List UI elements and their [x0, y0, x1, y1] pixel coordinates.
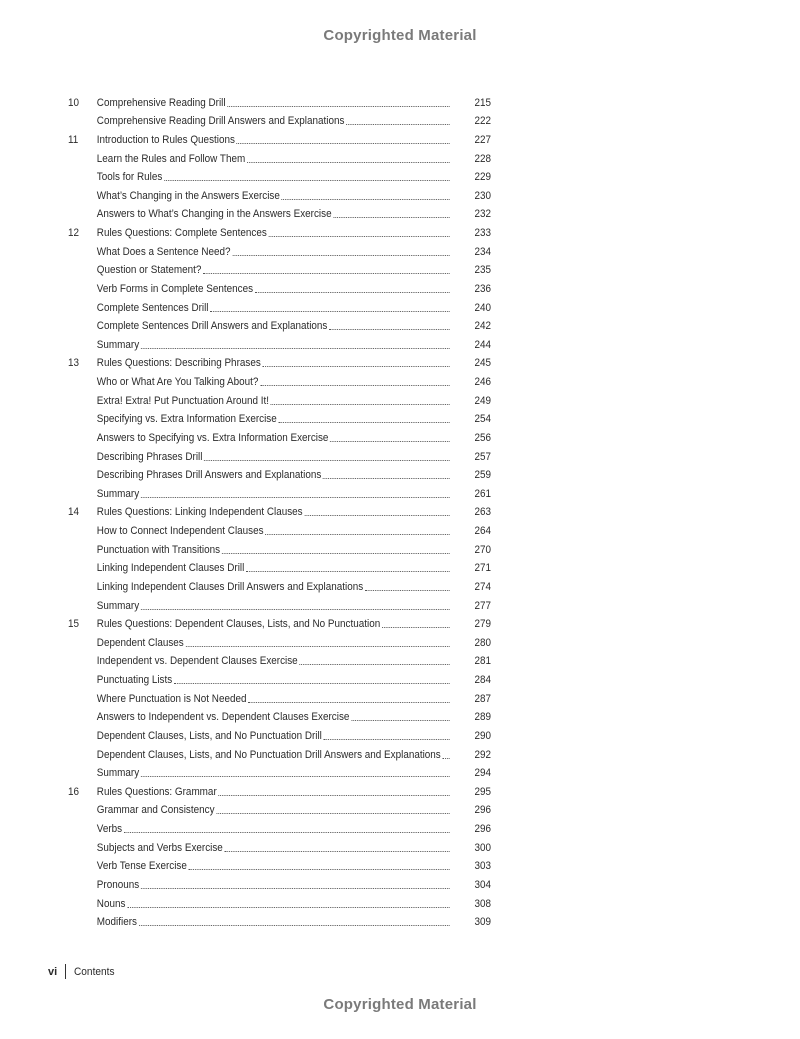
- dot-leader: [141, 497, 450, 498]
- entry-title: Summary: [96, 338, 140, 351]
- toc-entry: [68, 147, 491, 166]
- page-number: 304: [474, 878, 491, 891]
- toc-entry: [68, 650, 491, 669]
- dot-leader: [141, 888, 450, 889]
- dot-leader: [365, 590, 450, 591]
- dot-leader: [324, 739, 450, 740]
- page-number: 228: [474, 152, 491, 165]
- entry-title: Subjects and Verbs Exercise: [96, 841, 223, 854]
- chapter-number: 14: [68, 506, 80, 519]
- chapter-number: 15: [68, 618, 80, 631]
- page-number: 230: [474, 189, 491, 202]
- toc-entry: [68, 799, 491, 818]
- toc-entry: [68, 128, 491, 147]
- entry-title: Verb Tense Exercise: [96, 860, 187, 873]
- toc-entry: [68, 184, 491, 203]
- entry-title: Summary: [96, 487, 140, 500]
- entry-title: Specifying vs. Extra Information Exercise: [96, 413, 277, 426]
- dot-leader: [237, 143, 450, 144]
- toc-entry: [68, 892, 491, 911]
- page-number: 274: [474, 580, 491, 593]
- dot-leader: [443, 758, 450, 759]
- toc-entry: [68, 575, 491, 594]
- dot-leader: [222, 553, 450, 554]
- page-number: 245: [474, 357, 491, 370]
- dot-leader: [263, 366, 450, 367]
- entry-title: Verb Forms in Complete Sentences: [96, 282, 254, 295]
- page-number: 308: [474, 897, 491, 910]
- dot-leader: [232, 255, 449, 256]
- dot-leader: [124, 832, 450, 833]
- dot-leader: [219, 795, 450, 796]
- copyright-watermark-bottom: Copyrighted Material: [323, 996, 477, 1013]
- toc-entry: [68, 706, 491, 725]
- dot-leader: [127, 907, 449, 908]
- entry-title: Introduction to Rules Questions: [96, 133, 235, 146]
- toc-entry: [68, 277, 491, 296]
- page-number: 263: [474, 506, 491, 519]
- entry-title: Grammar and Consistency: [96, 804, 215, 817]
- page-number: 271: [474, 562, 491, 575]
- dot-leader: [282, 199, 450, 200]
- dot-leader: [329, 329, 449, 330]
- dot-leader: [260, 385, 449, 386]
- entry-title: Answers to Independent vs. Dependent Clauses Exercise: [96, 711, 350, 724]
- dot-leader: [333, 217, 449, 218]
- entry-title: Answers to What’s Changing in the Answers Exercise: [96, 208, 332, 221]
- page-number: 300: [474, 841, 491, 854]
- dot-leader: [164, 180, 450, 181]
- page-number: 303: [474, 860, 491, 873]
- footer-divider: [65, 964, 66, 979]
- toc-entry: [68, 464, 491, 483]
- dot-leader: [139, 925, 450, 926]
- dot-leader: [203, 273, 449, 274]
- page-number: 295: [474, 785, 491, 798]
- entry-title: Linking Independent Clauses Drill Answers and Explanations: [96, 580, 364, 593]
- entry-title: Rules Questions: Complete Sentences: [96, 227, 267, 239]
- dot-leader: [346, 124, 449, 125]
- page-number: 259: [474, 469, 491, 482]
- entry-title: Comprehensive Reading Drill Answers and Explanations: [96, 115, 345, 128]
- dot-leader: [255, 292, 450, 293]
- entry-title: Extra! Extra! Put Punctuation Around It!: [96, 394, 270, 407]
- page-number: 277: [474, 599, 491, 612]
- dot-leader: [271, 404, 450, 405]
- dot-leader: [304, 515, 449, 516]
- entry-title: Rules Questions: Linking Independent Clauses: [96, 506, 303, 519]
- entry-title: Who or What Are You Talking About?: [96, 376, 259, 388]
- chapter-number: 12: [68, 227, 80, 239]
- dot-leader: [225, 851, 450, 852]
- toc-entry: [68, 389, 491, 408]
- toc-entry: [68, 445, 491, 464]
- toc-entry: [68, 873, 491, 892]
- entry-title: Complete Sentences Drill Answers and Explanations: [96, 320, 328, 333]
- toc-entry: [68, 687, 491, 706]
- toc-entry: [68, 91, 491, 110]
- dot-leader: [330, 441, 449, 442]
- page-footer: [48, 964, 118, 979]
- entry-title: Pronouns: [96, 878, 140, 891]
- entry-title: Comprehensive Reading Drill: [96, 96, 226, 109]
- running-head: Contents: [74, 965, 115, 978]
- toc-entry: [68, 724, 491, 743]
- dot-leader: [141, 348, 450, 349]
- page-number: 235: [474, 264, 491, 277]
- entry-title: Where Punctuation is Not Needed: [96, 692, 247, 705]
- entry-title: What Does a Sentence Need?: [96, 245, 231, 258]
- chapter-number: 13: [68, 357, 80, 370]
- toc-entry: [68, 557, 491, 576]
- dot-leader: [141, 776, 450, 777]
- page-number: 284: [474, 674, 491, 686]
- toc-entry: [68, 631, 491, 650]
- entry-title: Question or Statement?: [96, 264, 202, 277]
- entry-title: Summary: [96, 767, 140, 780]
- dot-leader: [323, 478, 449, 479]
- dot-leader: [382, 627, 450, 628]
- dot-leader: [141, 609, 450, 610]
- page-number: 242: [474, 320, 491, 333]
- toc-entry: [68, 911, 491, 930]
- page-number: 281: [474, 655, 491, 668]
- entry-title: Verbs: [96, 823, 123, 835]
- table-of-contents: [68, 91, 498, 929]
- entry-title: Describing Phrases Drill: [96, 450, 203, 463]
- toc-entry: [68, 408, 491, 427]
- page-number: 257: [474, 450, 491, 463]
- toc-entry: [68, 817, 491, 836]
- page-number: 292: [474, 748, 491, 761]
- chapter-number: 10: [68, 96, 80, 109]
- toc-entry: [68, 166, 491, 185]
- copyright-watermark-top: Copyrighted Material: [323, 27, 477, 44]
- entry-title: Rules Questions: Describing Phrases: [96, 357, 261, 370]
- page-number: 249: [474, 394, 491, 407]
- chapter-number: 11: [68, 133, 79, 146]
- entry-title: How to Connect Independent Clauses: [96, 525, 264, 537]
- page-number: 240: [474, 301, 491, 314]
- dot-leader: [174, 683, 450, 684]
- page-number: 264: [474, 525, 491, 537]
- page-number: 294: [474, 767, 491, 780]
- toc-entry: [68, 780, 491, 799]
- entry-title: Independent vs. Dependent Clauses Exercise: [96, 655, 298, 668]
- entry-title: Complete Sentences Drill: [96, 301, 209, 314]
- entry-title: Punctuation with Transitions: [96, 543, 221, 556]
- entry-title: What’s Changing in the Answers Exercise: [96, 189, 280, 202]
- entry-title: Dependent Clauses, Lists, and No Punctuation Drill: [96, 729, 322, 742]
- page-number: 287: [474, 692, 491, 705]
- toc-entry: [68, 538, 491, 557]
- page-number: 254: [474, 413, 491, 426]
- dot-leader: [204, 460, 449, 461]
- page-number: 215: [474, 96, 491, 109]
- entry-title: Rules Questions: Grammar: [96, 785, 217, 798]
- page-number: 289: [474, 711, 491, 724]
- toc-entry: [68, 613, 491, 632]
- toc-entry: [68, 668, 491, 687]
- page-number: 227: [474, 133, 491, 146]
- toc-entry: [68, 743, 491, 762]
- page-number: 222: [474, 115, 491, 128]
- entry-title: Linking Independent Clauses Drill: [96, 562, 245, 575]
- toc-entry: [68, 240, 491, 259]
- toc-entry: [68, 110, 491, 129]
- page-number: 261: [474, 487, 491, 500]
- toc-entry: [68, 203, 491, 222]
- toc-entry: [68, 594, 491, 613]
- entry-title: Summary: [96, 599, 140, 612]
- dot-leader: [227, 106, 449, 107]
- entry-title: Answers to Specifying vs. Extra Information Exercise: [96, 431, 329, 444]
- page-number: 246: [474, 376, 491, 388]
- dot-leader: [351, 720, 449, 721]
- entry-title: Nouns: [96, 897, 126, 910]
- dot-leader: [246, 571, 449, 572]
- toc-entry: [68, 836, 491, 855]
- page-number: 270: [474, 543, 491, 556]
- toc-entry: [68, 333, 491, 352]
- page-folio: vi: [48, 965, 58, 978]
- entry-title: Describing Phrases Drill Answers and Explanations: [96, 469, 322, 482]
- toc-entry: [68, 762, 491, 781]
- dot-leader: [186, 646, 450, 647]
- entry-title: Rules Questions: Dependent Clauses, Lists, and No Punctuation: [96, 618, 381, 631]
- toc-entry: [68, 352, 491, 371]
- page-number: 244: [474, 338, 491, 351]
- page-number: 279: [474, 618, 491, 631]
- toc-entry: [68, 426, 491, 445]
- dot-leader: [269, 236, 450, 237]
- page-number: 296: [474, 804, 491, 817]
- toc-entry: [68, 296, 491, 315]
- page-number: 236: [474, 282, 491, 295]
- entry-title: Dependent Clauses: [96, 636, 184, 649]
- toc-entry: [68, 221, 491, 240]
- toc-entry: [68, 315, 491, 334]
- toc-entry: [68, 259, 491, 278]
- entry-title: Tools for Rules: [96, 171, 163, 184]
- page-number: 309: [474, 916, 491, 929]
- toc-entry: [68, 855, 491, 874]
- dot-leader: [216, 813, 449, 814]
- page-number: 256: [474, 431, 491, 444]
- entry-title: Modifiers: [96, 916, 137, 929]
- page-number: 229: [474, 171, 491, 184]
- page-number: 233: [474, 227, 491, 239]
- entry-title: Learn the Rules and Follow Them: [96, 152, 246, 165]
- dot-leader: [299, 664, 449, 665]
- page-number: 232: [474, 208, 491, 221]
- entry-title: Dependent Clauses, Lists, and No Punctuation Drill Answers and Explanations: [96, 748, 441, 761]
- toc-entry: [68, 519, 491, 538]
- entry-title: Punctuating Lists: [96, 674, 173, 686]
- page-number: 296: [474, 823, 491, 835]
- dot-leader: [279, 422, 450, 423]
- toc-entry: [68, 501, 491, 520]
- chapter-number: 16: [68, 785, 80, 798]
- dot-leader: [247, 162, 450, 163]
- dot-leader: [189, 869, 450, 870]
- dot-leader: [265, 534, 449, 535]
- dot-leader: [248, 702, 449, 703]
- page-number: 290: [474, 729, 491, 742]
- toc-entry: [68, 482, 491, 501]
- page-number: 234: [474, 245, 491, 258]
- dot-leader: [210, 311, 449, 312]
- toc-entry: [68, 370, 491, 389]
- page-number: 280: [474, 636, 491, 649]
